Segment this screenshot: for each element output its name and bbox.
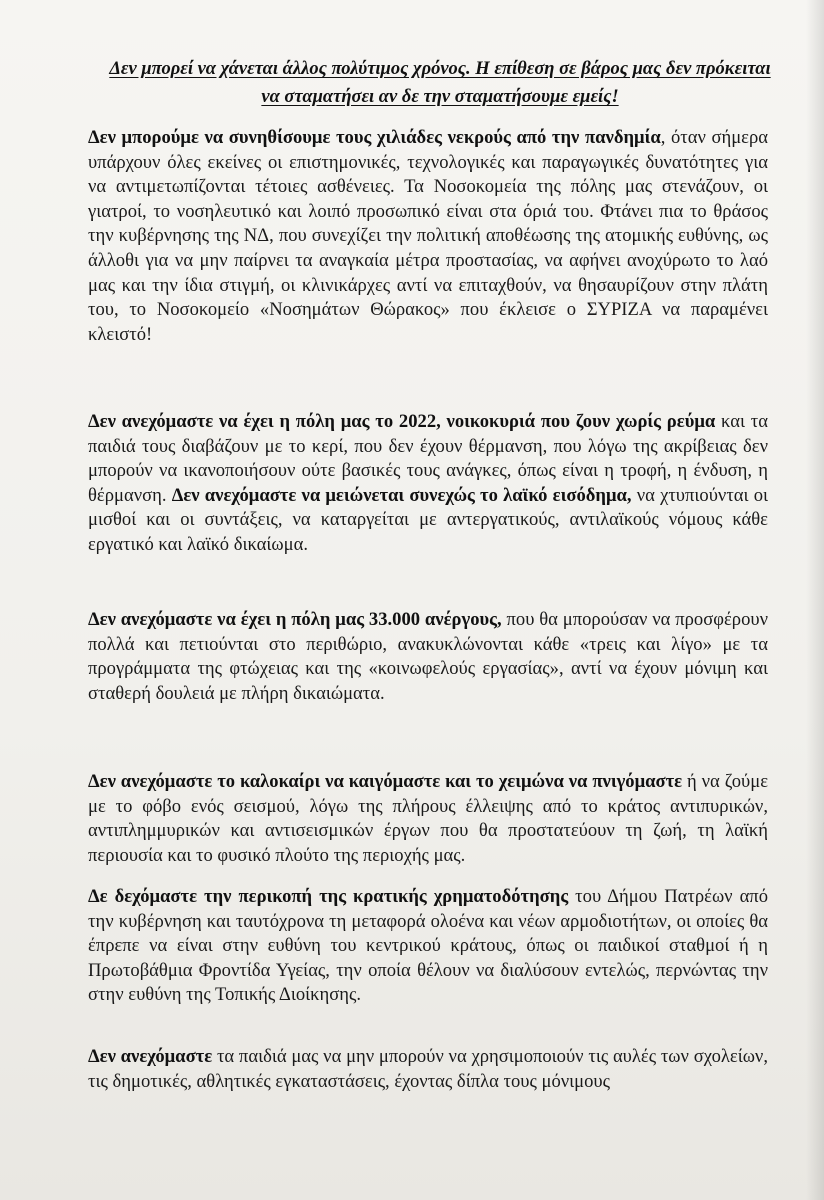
paragraph-lead: Δε δεχόμαστε την περικοπή της κρατικής χρηματοδότησης bbox=[88, 886, 569, 907]
paragraph-lead: Δεν ανεχόμαστε να έχει η πόλη μας το 2022, νοικοκυριά που ζουν χωρίς ρεύμα bbox=[88, 411, 716, 432]
paragraph-disasters bbox=[88, 770, 768, 868]
paragraph-energy-poverty bbox=[88, 410, 768, 558]
paragraph-body: που θα μπορούσαν να προσφέρουν πολλά και πετιούνται στο περιθώριο, ανακυκλώνονται κάθε «τρεις και λίγο» με τα προγράμματα της φτώχειας και της «κοινωφελούς εργασίας», αντί να έχουν μόνιμη και σταθερή δουλειά με πλήρη δικαιώματα. bbox=[88, 609, 768, 704]
paragraph-unemployment bbox=[88, 608, 768, 706]
paragraph-body-2: να χτυπιούνται οι μισθοί και οι συντάξεις, να καταργείται με αντεργατικούς, αντιλαϊκούς νόμους κάθε εργατικό και λαϊκό δικαίωμα. bbox=[88, 484, 769, 555]
paragraph-lead: Δεν ανεχόμαστε bbox=[88, 1046, 213, 1067]
paragraph-body: και τα παιδιά τους διαβάζουν με το κερί, που δεν έχουν θέρμανση, που λόγω της ακρίβειας δεν μπορούν να ικανοποιήσουν ούτε βασικές τους ανάγκες, όπως είναι η τροφή, η ένδυση, η θέρμανση. bbox=[88, 411, 768, 506]
paragraph-school-yards bbox=[88, 1045, 768, 1094]
paragraph-lead: Δεν ανεχόμαστε να έχει η πόλη μας 33.000 ανέργους, bbox=[88, 609, 502, 630]
paragraph-funding-cuts bbox=[88, 885, 768, 1008]
paragraph-pandemic bbox=[88, 126, 768, 347]
document-title: Δεν μπορεί να χάνεται άλλος πολύτιμος χρόνος. Η επίθεση σε βάρος μας δεν πρόκειται να σταματήσει αν δε την σταματήσουμε εμείς! bbox=[109, 59, 771, 107]
paragraph-body: , όταν σήμερα υπάρχουν όλες εκείνες οι επιστημονικές, τεχνολογικές και παραγωγικές δυνατότητες για να αντιμετωπίζονται τέτοιες ασθένειες. Τα Νοσοκομεία της πόλης μας στενάζουν, οι γιατροί, το νοσηλευτικό και λοιπό προσωπικό είναι στα όριά του. Φτάνει πια το θράσος την κυβέρνησης της ΝΔ, που συνεχίζει την πολιτική αποθέωσης της ατομικής ευθύνης, ως άλλοθι για να μην παίρνει τα αναγκαία μέτρα προστασίας, να αφήνει ανοχύρωτο το λαό μας και την ίδια στιγμή, οι κλινικάρχες αντί να επιταχθούν, να θησαυρίζουν στην πλάτη του, το Νοσοκομείο «Νοσημάτων Θώρακος» που έκλεισε ο ΣΥΡΙΖΑ να παραμένει κλειστό! bbox=[88, 127, 768, 345]
paragraph-body: ή να ζούμε με το φόβο ενός σεισμού, λόγω της πλήρους έλλειψης από το κράτος αντιπυρικών, αντιπλημμυρικών και αντισεισμικών έργων που θα προστατεύουν τη ζωή, τη λαϊκή περιουσία και το φυσικό πλούτο της περιοχής μας. bbox=[88, 771, 768, 866]
paragraph-lead: Δεν μπορούμε να συνηθίσουμε τους χιλιάδες νεκρούς από την πανδημία bbox=[88, 127, 661, 148]
paragraph-body: του Δήμου Πατρέων από την κυβέρνηση και ταυτόχρονα τη μεταφορά ολοένα και νέων αρμοδιοτήτων, οι οποίες θα έπρεπε να είναι στην ευθύνη του κεντρικού κράτους, όπως οι παιδικοί σταθμοί ή η Πρωτοβάθμια Φροντίδα Υγείας, την οποία θέλουν να διαλύσουν εντελώς, περνώντας την στην ευθύνη της Τοπικής Διοίκησης. bbox=[88, 886, 768, 1006]
paragraph-body: τα παιδιά μας να μην μπορούν να χρησιμοποιούν τις αυλές των σχολείων, τις δημοτικές, αθλητικές εγκαταστάσεις, έχοντας δίπλα τους μόνιμους bbox=[88, 1046, 768, 1092]
paragraph-lead: Δεν ανεχόμαστε το καλοκαίρι να καιγόμαστε και το χειμώνα να πνιγόμαστε bbox=[88, 771, 683, 792]
paragraph-lead-2: Δεν ανεχόμαστε να μειώνεται συνεχώς το λαϊκό εισόδημα, bbox=[171, 484, 632, 506]
